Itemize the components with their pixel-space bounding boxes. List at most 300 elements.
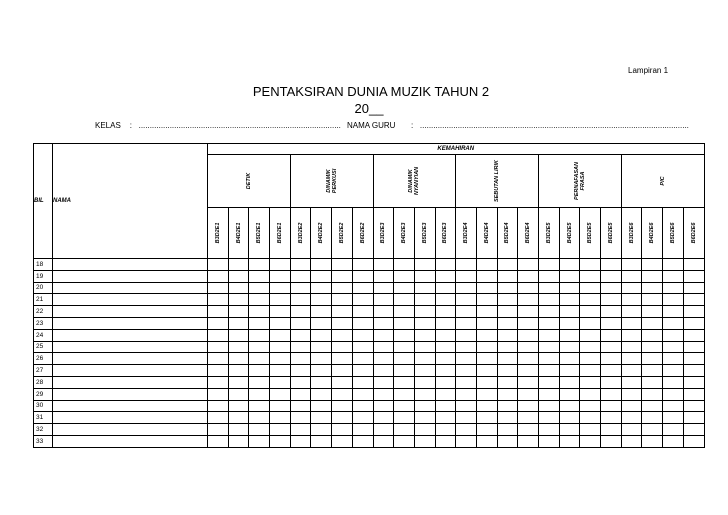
score-cell[interactable]: [663, 412, 684, 424]
score-cell[interactable]: [311, 400, 332, 412]
score-cell[interactable]: [663, 294, 684, 306]
score-cell[interactable]: [311, 282, 332, 294]
score-cell[interactable]: [311, 294, 332, 306]
score-cell[interactable]: [683, 317, 704, 329]
score-cell[interactable]: [228, 400, 249, 412]
score-cell[interactable]: [208, 317, 229, 329]
score-cell[interactable]: [332, 259, 353, 271]
score-cell[interactable]: [580, 412, 601, 424]
score-cell[interactable]: [352, 376, 373, 388]
score-cell[interactable]: [518, 435, 539, 447]
score-cell[interactable]: [394, 412, 415, 424]
score-cell[interactable]: [456, 294, 477, 306]
student-name-cell[interactable]: [53, 412, 208, 424]
score-cell[interactable]: [518, 365, 539, 377]
score-cell[interactable]: [373, 424, 394, 436]
score-cell[interactable]: [311, 259, 332, 271]
score-cell[interactable]: [642, 353, 663, 365]
score-cell[interactable]: [559, 282, 580, 294]
score-cell[interactable]: [476, 282, 497, 294]
score-cell[interactable]: [270, 329, 291, 341]
score-cell[interactable]: [228, 388, 249, 400]
kelas-field[interactable]: ...........................................................................................: [138, 121, 341, 130]
score-cell[interactable]: [435, 306, 456, 318]
score-cell[interactable]: [497, 317, 518, 329]
score-cell[interactable]: [642, 412, 663, 424]
score-cell[interactable]: [332, 306, 353, 318]
score-cell[interactable]: [332, 424, 353, 436]
score-cell[interactable]: [601, 424, 622, 436]
score-cell[interactable]: [373, 294, 394, 306]
score-cell[interactable]: [559, 329, 580, 341]
score-cell[interactable]: [208, 329, 229, 341]
score-cell[interactable]: [518, 294, 539, 306]
student-name-cell[interactable]: [53, 294, 208, 306]
score-cell[interactable]: [642, 294, 663, 306]
score-cell[interactable]: [373, 329, 394, 341]
score-cell[interactable]: [394, 294, 415, 306]
student-name-cell[interactable]: [53, 400, 208, 412]
score-cell[interactable]: [414, 412, 435, 424]
score-cell[interactable]: [270, 424, 291, 436]
score-cell[interactable]: [394, 259, 415, 271]
score-cell[interactable]: [497, 424, 518, 436]
score-cell[interactable]: [476, 317, 497, 329]
score-cell[interactable]: [456, 259, 477, 271]
score-cell[interactable]: [642, 424, 663, 436]
score-cell[interactable]: [539, 353, 560, 365]
score-cell[interactable]: [663, 270, 684, 282]
score-cell[interactable]: [601, 365, 622, 377]
score-cell[interactable]: [476, 341, 497, 353]
score-cell[interactable]: [518, 353, 539, 365]
score-cell[interactable]: [228, 259, 249, 271]
score-cell[interactable]: [683, 353, 704, 365]
score-cell[interactable]: [394, 400, 415, 412]
score-cell[interactable]: [621, 317, 642, 329]
score-cell[interactable]: [621, 306, 642, 318]
score-cell[interactable]: [539, 317, 560, 329]
score-cell[interactable]: [497, 388, 518, 400]
score-cell[interactable]: [290, 412, 311, 424]
score-cell[interactable]: [270, 294, 291, 306]
score-cell[interactable]: [352, 388, 373, 400]
score-cell[interactable]: [539, 424, 560, 436]
score-cell[interactable]: [580, 435, 601, 447]
score-cell[interactable]: [663, 400, 684, 412]
score-cell[interactable]: [683, 306, 704, 318]
score-cell[interactable]: [580, 400, 601, 412]
student-name-cell[interactable]: [53, 365, 208, 377]
score-cell[interactable]: [414, 376, 435, 388]
score-cell[interactable]: [518, 388, 539, 400]
score-cell[interactable]: [559, 353, 580, 365]
score-cell[interactable]: [228, 317, 249, 329]
score-cell[interactable]: [476, 294, 497, 306]
score-cell[interactable]: [435, 353, 456, 365]
score-cell[interactable]: [228, 365, 249, 377]
score-cell[interactable]: [270, 353, 291, 365]
score-cell[interactable]: [249, 259, 270, 271]
score-cell[interactable]: [352, 353, 373, 365]
score-cell[interactable]: [332, 400, 353, 412]
score-cell[interactable]: [290, 294, 311, 306]
score-cell[interactable]: [580, 424, 601, 436]
score-cell[interactable]: [642, 435, 663, 447]
score-cell[interactable]: [559, 388, 580, 400]
score-cell[interactable]: [414, 388, 435, 400]
score-cell[interactable]: [621, 376, 642, 388]
score-cell[interactable]: [559, 412, 580, 424]
student-name-cell[interactable]: [53, 341, 208, 353]
score-cell[interactable]: [373, 376, 394, 388]
score-cell[interactable]: [497, 306, 518, 318]
score-cell[interactable]: [311, 435, 332, 447]
score-cell[interactable]: [249, 376, 270, 388]
score-cell[interactable]: [435, 412, 456, 424]
score-cell[interactable]: [249, 353, 270, 365]
score-cell[interactable]: [270, 270, 291, 282]
score-cell[interactable]: [414, 341, 435, 353]
score-cell[interactable]: [352, 341, 373, 353]
score-cell[interactable]: [456, 412, 477, 424]
score-cell[interactable]: [414, 353, 435, 365]
score-cell[interactable]: [249, 365, 270, 377]
score-cell[interactable]: [621, 294, 642, 306]
score-cell[interactable]: [621, 329, 642, 341]
score-cell[interactable]: [518, 270, 539, 282]
score-cell[interactable]: [290, 435, 311, 447]
score-cell[interactable]: [414, 282, 435, 294]
score-cell[interactable]: [539, 376, 560, 388]
score-cell[interactable]: [311, 270, 332, 282]
score-cell[interactable]: [663, 388, 684, 400]
score-cell[interactable]: [580, 341, 601, 353]
score-cell[interactable]: [394, 317, 415, 329]
score-cell[interactable]: [435, 259, 456, 271]
score-cell[interactable]: [580, 270, 601, 282]
score-cell[interactable]: [373, 282, 394, 294]
score-cell[interactable]: [208, 294, 229, 306]
score-cell[interactable]: [249, 435, 270, 447]
student-name-cell[interactable]: [53, 353, 208, 365]
score-cell[interactable]: [456, 341, 477, 353]
score-cell[interactable]: [476, 400, 497, 412]
score-cell[interactable]: [683, 329, 704, 341]
score-cell[interactable]: [476, 353, 497, 365]
score-cell[interactable]: [228, 412, 249, 424]
score-cell[interactable]: [642, 341, 663, 353]
score-cell[interactable]: [249, 388, 270, 400]
score-cell[interactable]: [559, 376, 580, 388]
score-cell[interactable]: [621, 424, 642, 436]
score-cell[interactable]: [580, 294, 601, 306]
score-cell[interactable]: [208, 365, 229, 377]
score-cell[interactable]: [249, 400, 270, 412]
score-cell[interactable]: [518, 259, 539, 271]
score-cell[interactable]: [476, 412, 497, 424]
score-cell[interactable]: [394, 435, 415, 447]
student-name-cell[interactable]: [53, 282, 208, 294]
score-cell[interactable]: [518, 317, 539, 329]
score-cell[interactable]: [476, 259, 497, 271]
score-cell[interactable]: [663, 435, 684, 447]
score-cell[interactable]: [497, 294, 518, 306]
score-cell[interactable]: [580, 365, 601, 377]
score-cell[interactable]: [642, 400, 663, 412]
score-cell[interactable]: [683, 294, 704, 306]
score-cell[interactable]: [601, 317, 622, 329]
score-cell[interactable]: [621, 282, 642, 294]
score-cell[interactable]: [332, 282, 353, 294]
score-cell[interactable]: [249, 306, 270, 318]
score-cell[interactable]: [683, 270, 704, 282]
score-cell[interactable]: [435, 400, 456, 412]
score-cell[interactable]: [414, 259, 435, 271]
score-cell[interactable]: [601, 388, 622, 400]
score-cell[interactable]: [394, 282, 415, 294]
score-cell[interactable]: [601, 270, 622, 282]
score-cell[interactable]: [394, 329, 415, 341]
score-cell[interactable]: [290, 317, 311, 329]
score-cell[interactable]: [352, 282, 373, 294]
score-cell[interactable]: [208, 353, 229, 365]
score-cell[interactable]: [435, 270, 456, 282]
score-cell[interactable]: [394, 365, 415, 377]
score-cell[interactable]: [559, 317, 580, 329]
score-cell[interactable]: [228, 329, 249, 341]
score-cell[interactable]: [497, 282, 518, 294]
score-cell[interactable]: [228, 341, 249, 353]
score-cell[interactable]: [476, 270, 497, 282]
score-cell[interactable]: [621, 388, 642, 400]
score-cell[interactable]: [476, 365, 497, 377]
score-cell[interactable]: [352, 259, 373, 271]
score-cell[interactable]: [414, 329, 435, 341]
score-cell[interactable]: [539, 412, 560, 424]
score-cell[interactable]: [456, 282, 477, 294]
score-cell[interactable]: [683, 424, 704, 436]
score-cell[interactable]: [228, 424, 249, 436]
score-cell[interactable]: [414, 317, 435, 329]
score-cell[interactable]: [642, 376, 663, 388]
score-cell[interactable]: [518, 376, 539, 388]
score-cell[interactable]: [352, 412, 373, 424]
score-cell[interactable]: [435, 341, 456, 353]
score-cell[interactable]: [435, 294, 456, 306]
score-cell[interactable]: [642, 306, 663, 318]
score-cell[interactable]: [476, 376, 497, 388]
student-name-cell[interactable]: [53, 376, 208, 388]
score-cell[interactable]: [394, 341, 415, 353]
score-cell[interactable]: [559, 341, 580, 353]
student-name-cell[interactable]: [53, 270, 208, 282]
score-cell[interactable]: [683, 259, 704, 271]
score-cell[interactable]: [642, 282, 663, 294]
score-cell[interactable]: [249, 412, 270, 424]
score-cell[interactable]: [621, 259, 642, 271]
score-cell[interactable]: [332, 376, 353, 388]
score-cell[interactable]: [683, 365, 704, 377]
score-cell[interactable]: [352, 424, 373, 436]
score-cell[interactable]: [311, 306, 332, 318]
score-cell[interactable]: [208, 270, 229, 282]
score-cell[interactable]: [270, 306, 291, 318]
score-cell[interactable]: [497, 412, 518, 424]
score-cell[interactable]: [683, 388, 704, 400]
score-cell[interactable]: [352, 365, 373, 377]
score-cell[interactable]: [414, 306, 435, 318]
score-cell[interactable]: [601, 341, 622, 353]
score-cell[interactable]: [683, 282, 704, 294]
score-cell[interactable]: [352, 400, 373, 412]
student-name-cell[interactable]: [53, 317, 208, 329]
student-name-cell[interactable]: [53, 388, 208, 400]
score-cell[interactable]: [539, 329, 560, 341]
score-cell[interactable]: [580, 376, 601, 388]
score-cell[interactable]: [559, 270, 580, 282]
student-name-cell[interactable]: [53, 424, 208, 436]
score-cell[interactable]: [290, 353, 311, 365]
score-cell[interactable]: [208, 400, 229, 412]
score-cell[interactable]: [518, 329, 539, 341]
score-cell[interactable]: [414, 270, 435, 282]
score-cell[interactable]: [352, 306, 373, 318]
score-cell[interactable]: [539, 282, 560, 294]
score-cell[interactable]: [559, 365, 580, 377]
score-cell[interactable]: [373, 412, 394, 424]
score-cell[interactable]: [621, 400, 642, 412]
score-cell[interactable]: [435, 435, 456, 447]
score-cell[interactable]: [539, 435, 560, 447]
score-cell[interactable]: [270, 388, 291, 400]
score-cell[interactable]: [456, 306, 477, 318]
score-cell[interactable]: [435, 376, 456, 388]
score-cell[interactable]: [601, 259, 622, 271]
score-cell[interactable]: [683, 400, 704, 412]
score-cell[interactable]: [311, 329, 332, 341]
score-cell[interactable]: [539, 400, 560, 412]
score-cell[interactable]: [663, 329, 684, 341]
score-cell[interactable]: [476, 388, 497, 400]
score-cell[interactable]: [456, 376, 477, 388]
score-cell[interactable]: [456, 317, 477, 329]
score-cell[interactable]: [311, 353, 332, 365]
score-cell[interactable]: [518, 306, 539, 318]
score-cell[interactable]: [642, 317, 663, 329]
score-cell[interactable]: [394, 270, 415, 282]
score-cell[interactable]: [642, 259, 663, 271]
score-cell[interactable]: [580, 282, 601, 294]
score-cell[interactable]: [539, 259, 560, 271]
score-cell[interactable]: [559, 424, 580, 436]
student-name-cell[interactable]: [53, 259, 208, 271]
score-cell[interactable]: [559, 259, 580, 271]
score-cell[interactable]: [290, 306, 311, 318]
score-cell[interactable]: [497, 400, 518, 412]
score-cell[interactable]: [435, 317, 456, 329]
score-cell[interactable]: [332, 341, 353, 353]
score-cell[interactable]: [580, 259, 601, 271]
score-cell[interactable]: [228, 294, 249, 306]
score-cell[interactable]: [270, 282, 291, 294]
score-cell[interactable]: [332, 412, 353, 424]
score-cell[interactable]: [311, 412, 332, 424]
score-cell[interactable]: [228, 306, 249, 318]
score-cell[interactable]: [414, 435, 435, 447]
score-cell[interactable]: [663, 259, 684, 271]
score-cell[interactable]: [683, 412, 704, 424]
score-cell[interactable]: [332, 329, 353, 341]
score-cell[interactable]: [290, 365, 311, 377]
score-cell[interactable]: [352, 317, 373, 329]
score-cell[interactable]: [621, 435, 642, 447]
score-cell[interactable]: [621, 353, 642, 365]
score-cell[interactable]: [332, 365, 353, 377]
score-cell[interactable]: [332, 435, 353, 447]
score-cell[interactable]: [352, 435, 373, 447]
score-cell[interactable]: [601, 294, 622, 306]
score-cell[interactable]: [290, 341, 311, 353]
score-cell[interactable]: [539, 270, 560, 282]
score-cell[interactable]: [518, 341, 539, 353]
score-cell[interactable]: [497, 329, 518, 341]
score-cell[interactable]: [394, 306, 415, 318]
score-cell[interactable]: [208, 376, 229, 388]
score-cell[interactable]: [228, 282, 249, 294]
score-cell[interactable]: [208, 341, 229, 353]
score-cell[interactable]: [228, 435, 249, 447]
score-cell[interactable]: [290, 376, 311, 388]
score-cell[interactable]: [373, 435, 394, 447]
score-cell[interactable]: [580, 329, 601, 341]
score-cell[interactable]: [476, 435, 497, 447]
score-cell[interactable]: [249, 317, 270, 329]
score-cell[interactable]: [683, 376, 704, 388]
score-cell[interactable]: [208, 306, 229, 318]
score-cell[interactable]: [497, 365, 518, 377]
score-cell[interactable]: [663, 353, 684, 365]
score-cell[interactable]: [208, 424, 229, 436]
score-cell[interactable]: [539, 365, 560, 377]
score-cell[interactable]: [497, 353, 518, 365]
score-cell[interactable]: [559, 306, 580, 318]
score-cell[interactable]: [249, 424, 270, 436]
score-cell[interactable]: [663, 341, 684, 353]
score-cell[interactable]: [456, 388, 477, 400]
score-cell[interactable]: [311, 341, 332, 353]
score-cell[interactable]: [270, 412, 291, 424]
student-name-cell[interactable]: [53, 435, 208, 447]
score-cell[interactable]: [373, 306, 394, 318]
score-cell[interactable]: [249, 282, 270, 294]
score-cell[interactable]: [290, 270, 311, 282]
score-cell[interactable]: [208, 282, 229, 294]
score-cell[interactable]: [476, 306, 497, 318]
score-cell[interactable]: [663, 376, 684, 388]
score-cell[interactable]: [559, 294, 580, 306]
score-cell[interactable]: [642, 388, 663, 400]
score-cell[interactable]: [332, 270, 353, 282]
score-cell[interactable]: [373, 270, 394, 282]
score-cell[interactable]: [208, 388, 229, 400]
score-cell[interactable]: [621, 341, 642, 353]
score-cell[interactable]: [270, 317, 291, 329]
score-cell[interactable]: [435, 329, 456, 341]
score-cell[interactable]: [456, 270, 477, 282]
score-cell[interactable]: [332, 317, 353, 329]
score-cell[interactable]: [601, 329, 622, 341]
